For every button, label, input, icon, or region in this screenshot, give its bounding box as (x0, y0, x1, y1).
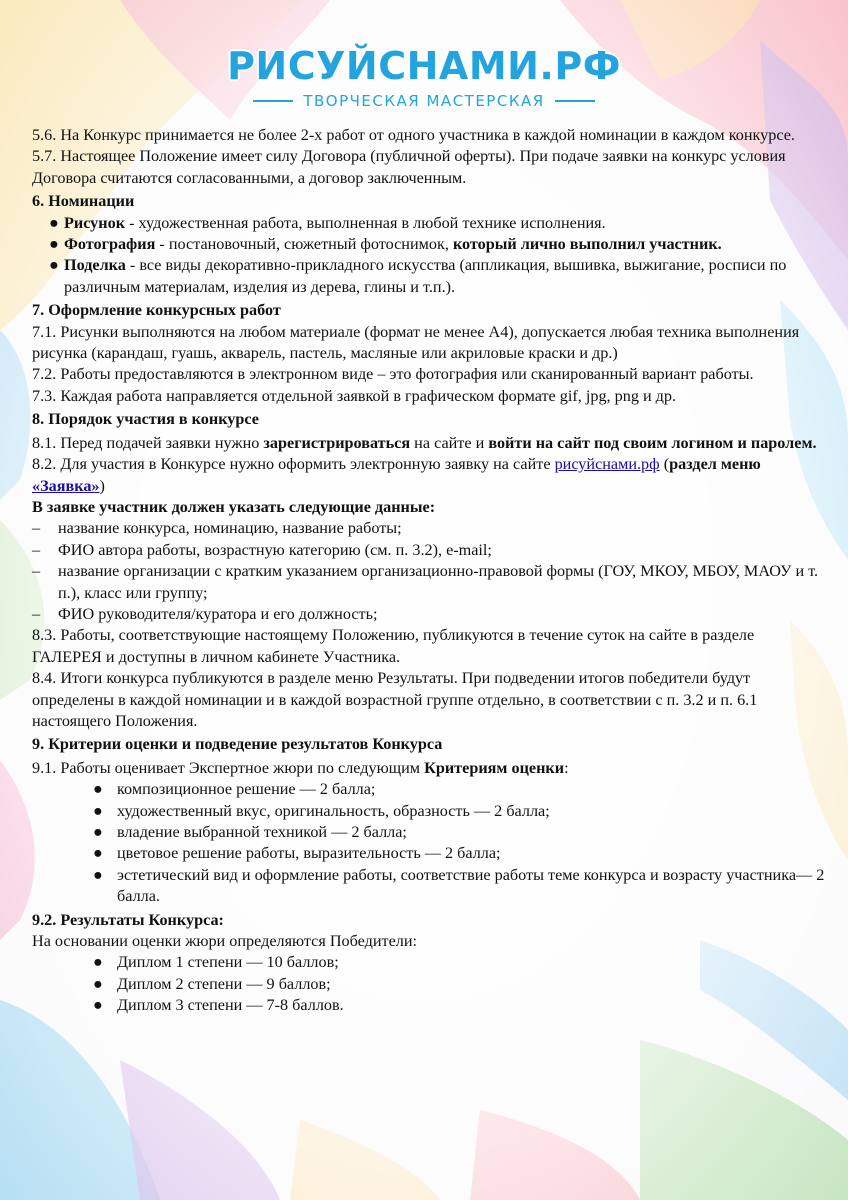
list-item (93, 822, 828, 843)
clause-text: ( (659, 455, 670, 474)
nominations-list (32, 213, 828, 299)
dash-icon: – (32, 519, 41, 538)
list-item (32, 540, 828, 561)
application-link[interactable]: «Заявка» (32, 476, 100, 495)
nomination-text: - художественная работа, выполненная в любой технике исполнения. (125, 213, 606, 232)
bullet-icon: ● (93, 996, 103, 1015)
list-item-text: Диплом 3 степени — 7-8 баллов. (117, 996, 344, 1015)
list-item (32, 561, 828, 604)
clause-9-1 (32, 758, 828, 779)
list-item-text: название организации с кратким указанием организационно-правовой формы (ГОУ, МКОУ, МБОУ, МАОУ и т. п.), класс или группу; (58, 562, 819, 602)
clause-8-4: 8.4. Итоги конкурса публикуются в разделе меню Результаты. При подведении итогов победители будут определены в каждой номинации и в каждой возрастной группе отдельно, в соответствии с п. 3.2 и п. 6.1 настоящего Положения. (32, 669, 758, 730)
clause-text: 8.2. Для участия в Конкурсе нужно оформить электронную заявку на сайте (32, 455, 555, 474)
list-item-text: Диплом 2 степени — 9 баллов; (117, 974, 331, 993)
list-item-text: владение выбранной техникой — 2 балла; (117, 823, 407, 841)
list-item (93, 974, 828, 995)
dash-icon: – (32, 540, 41, 559)
list-item-text: композиционное решение — 2 балла; (117, 780, 376, 799)
clause-text: : (564, 758, 569, 777)
bullet-icon: ● (93, 823, 103, 841)
clause-text: 8.1. Перед подачей заявки нужно (32, 433, 264, 452)
clause-8-3: 8.3. Работы, соответствующие настоящему Положению, публикуются в течение суток на сайте в разделе ГАЛЕРЕЯ и доступны в личном кабинете Участника. (32, 626, 755, 666)
list-item (93, 801, 828, 822)
bullet-icon: ● (49, 235, 59, 254)
list-item-text: художественный вкус, оригинальность, образность — 2 балла; (117, 801, 550, 820)
diploma-list (32, 952, 828, 1016)
section-9-heading: 9. Критерии оценки и подведение результатов Конкурса (32, 735, 443, 754)
site-logo (0, 44, 848, 110)
criteria-list (32, 779, 828, 907)
clause-8-1 (32, 433, 828, 454)
list-item (93, 995, 828, 1016)
clause-text: 9.1. Работы оценивает Экспертное жюри по следующим (32, 758, 425, 777)
list-item (49, 234, 828, 255)
results-intro: На основании оценки жюри определяются Победители: (32, 932, 418, 951)
section-6-heading: 6. Номинации (32, 192, 135, 211)
section-8-heading: 8. Порядок участия в конкурсе (32, 410, 259, 429)
nomination-text: - все виды декоративно-прикладного искусства (аппликация, вышивка, выжигание, росписи по различным материалам, изделия из дерева, глины и т.п.). (64, 256, 787, 296)
list-item (49, 255, 828, 298)
dash-icon: – (32, 562, 41, 581)
logo-title: РИСУЙСНАМИ.РФ (227, 44, 621, 88)
list-item (93, 952, 828, 973)
list-item-text: ФИО руководителя/куратора и его должность; (58, 604, 378, 623)
clause-bold: зарегистрироваться (263, 433, 411, 452)
required-data-heading-text: В заявке участник должен указать следующие данные: (32, 497, 436, 516)
nomination-text-bold: который лично выполнил участник. (452, 235, 722, 254)
bullet-icon: ● (93, 953, 103, 972)
required-data-list (32, 518, 828, 625)
section-7-heading: 7. Оформление конкурсных работ (32, 301, 281, 320)
clause-bold: войти на сайт под своим логином и паролем. (488, 433, 817, 452)
site-link[interactable]: рисуйснами.рф (554, 455, 660, 474)
list-item (93, 865, 828, 908)
clause-7-3: 7.3. Каждая работа направляется отдельной заявкой в графическом формате gif, jpg, png и др. (32, 386, 677, 405)
clause-5-6: 5.6. На Конкурс принимается не более 2-х работ от одного участника в каждой номинации в каждом конкурсе. (32, 126, 795, 144)
clause-8-2 (32, 454, 828, 497)
list-item (32, 604, 828, 625)
nomination-text: - постановочный, сюжетный фотоснимок, (155, 235, 453, 254)
nomination-term: Рисунок (64, 213, 126, 232)
results-heading: 9.2. Результаты Конкурса: (32, 910, 224, 929)
clause-bold: раздел меню (669, 455, 761, 474)
list-item (49, 213, 828, 234)
logo-subtitle: ТВОРЧЕСКАЯ МАСТЕРСКАЯ (303, 92, 545, 110)
dash-icon: – (32, 604, 41, 623)
bullet-icon: ● (49, 256, 59, 275)
list-item (93, 779, 828, 800)
list-item (32, 518, 828, 539)
bullet-icon: ● (93, 974, 103, 993)
list-item-text: цветовое решение работы, выразительность — 2 балла; (117, 844, 501, 863)
clause-5-7: 5.7. Настоящее Положение имеет силу Договора (публичной оферты). При подаче заявки на конкурс условия Договора считаются согласованными, а договор заключенным. (32, 147, 786, 187)
document-body (32, 125, 828, 1017)
required-data-heading (32, 497, 828, 518)
list-item-text: название конкурса, номинацию, название работы; (58, 519, 402, 538)
list-item-text: Диплом 1 степени — 10 баллов; (117, 953, 339, 972)
logo-line-left (253, 100, 293, 102)
clause-bold: Критериям оценки (424, 758, 565, 777)
clause-7-1: 7.1. Рисунки выполняются на любом материале (формат не менее А4), допускается любая техника выполнения рисунка (карандаш, гуашь, акварель, пастель, масляные или акриловые краски и др.) (32, 322, 800, 363)
bullet-icon: ● (93, 865, 103, 884)
list-item-text: ФИО автора работы, возрастную категорию (см. п. 3.2), e-mail; (58, 540, 492, 559)
clause-text: ) (99, 476, 105, 495)
bullet-icon: ● (49, 213, 59, 232)
logo-subtitle-row (0, 92, 848, 110)
logo-line-right (555, 100, 595, 102)
list-item (93, 843, 828, 864)
clause-7-2: 7.2. Работы предоставляются в электронном виде – это фотография или сканированный вариант работы. (32, 365, 754, 384)
bullet-icon: ● (93, 801, 103, 820)
nomination-term: Поделка (64, 256, 126, 275)
clause-text: на сайте и (410, 433, 489, 452)
nomination-term: Фотография (64, 235, 156, 254)
bullet-icon: ● (93, 844, 103, 863)
list-item-text: эстетический вид и оформление работы, соответствие работы теме конкурса и возрасту участника— 2 балла. (117, 865, 825, 906)
bullet-icon: ● (93, 780, 103, 799)
